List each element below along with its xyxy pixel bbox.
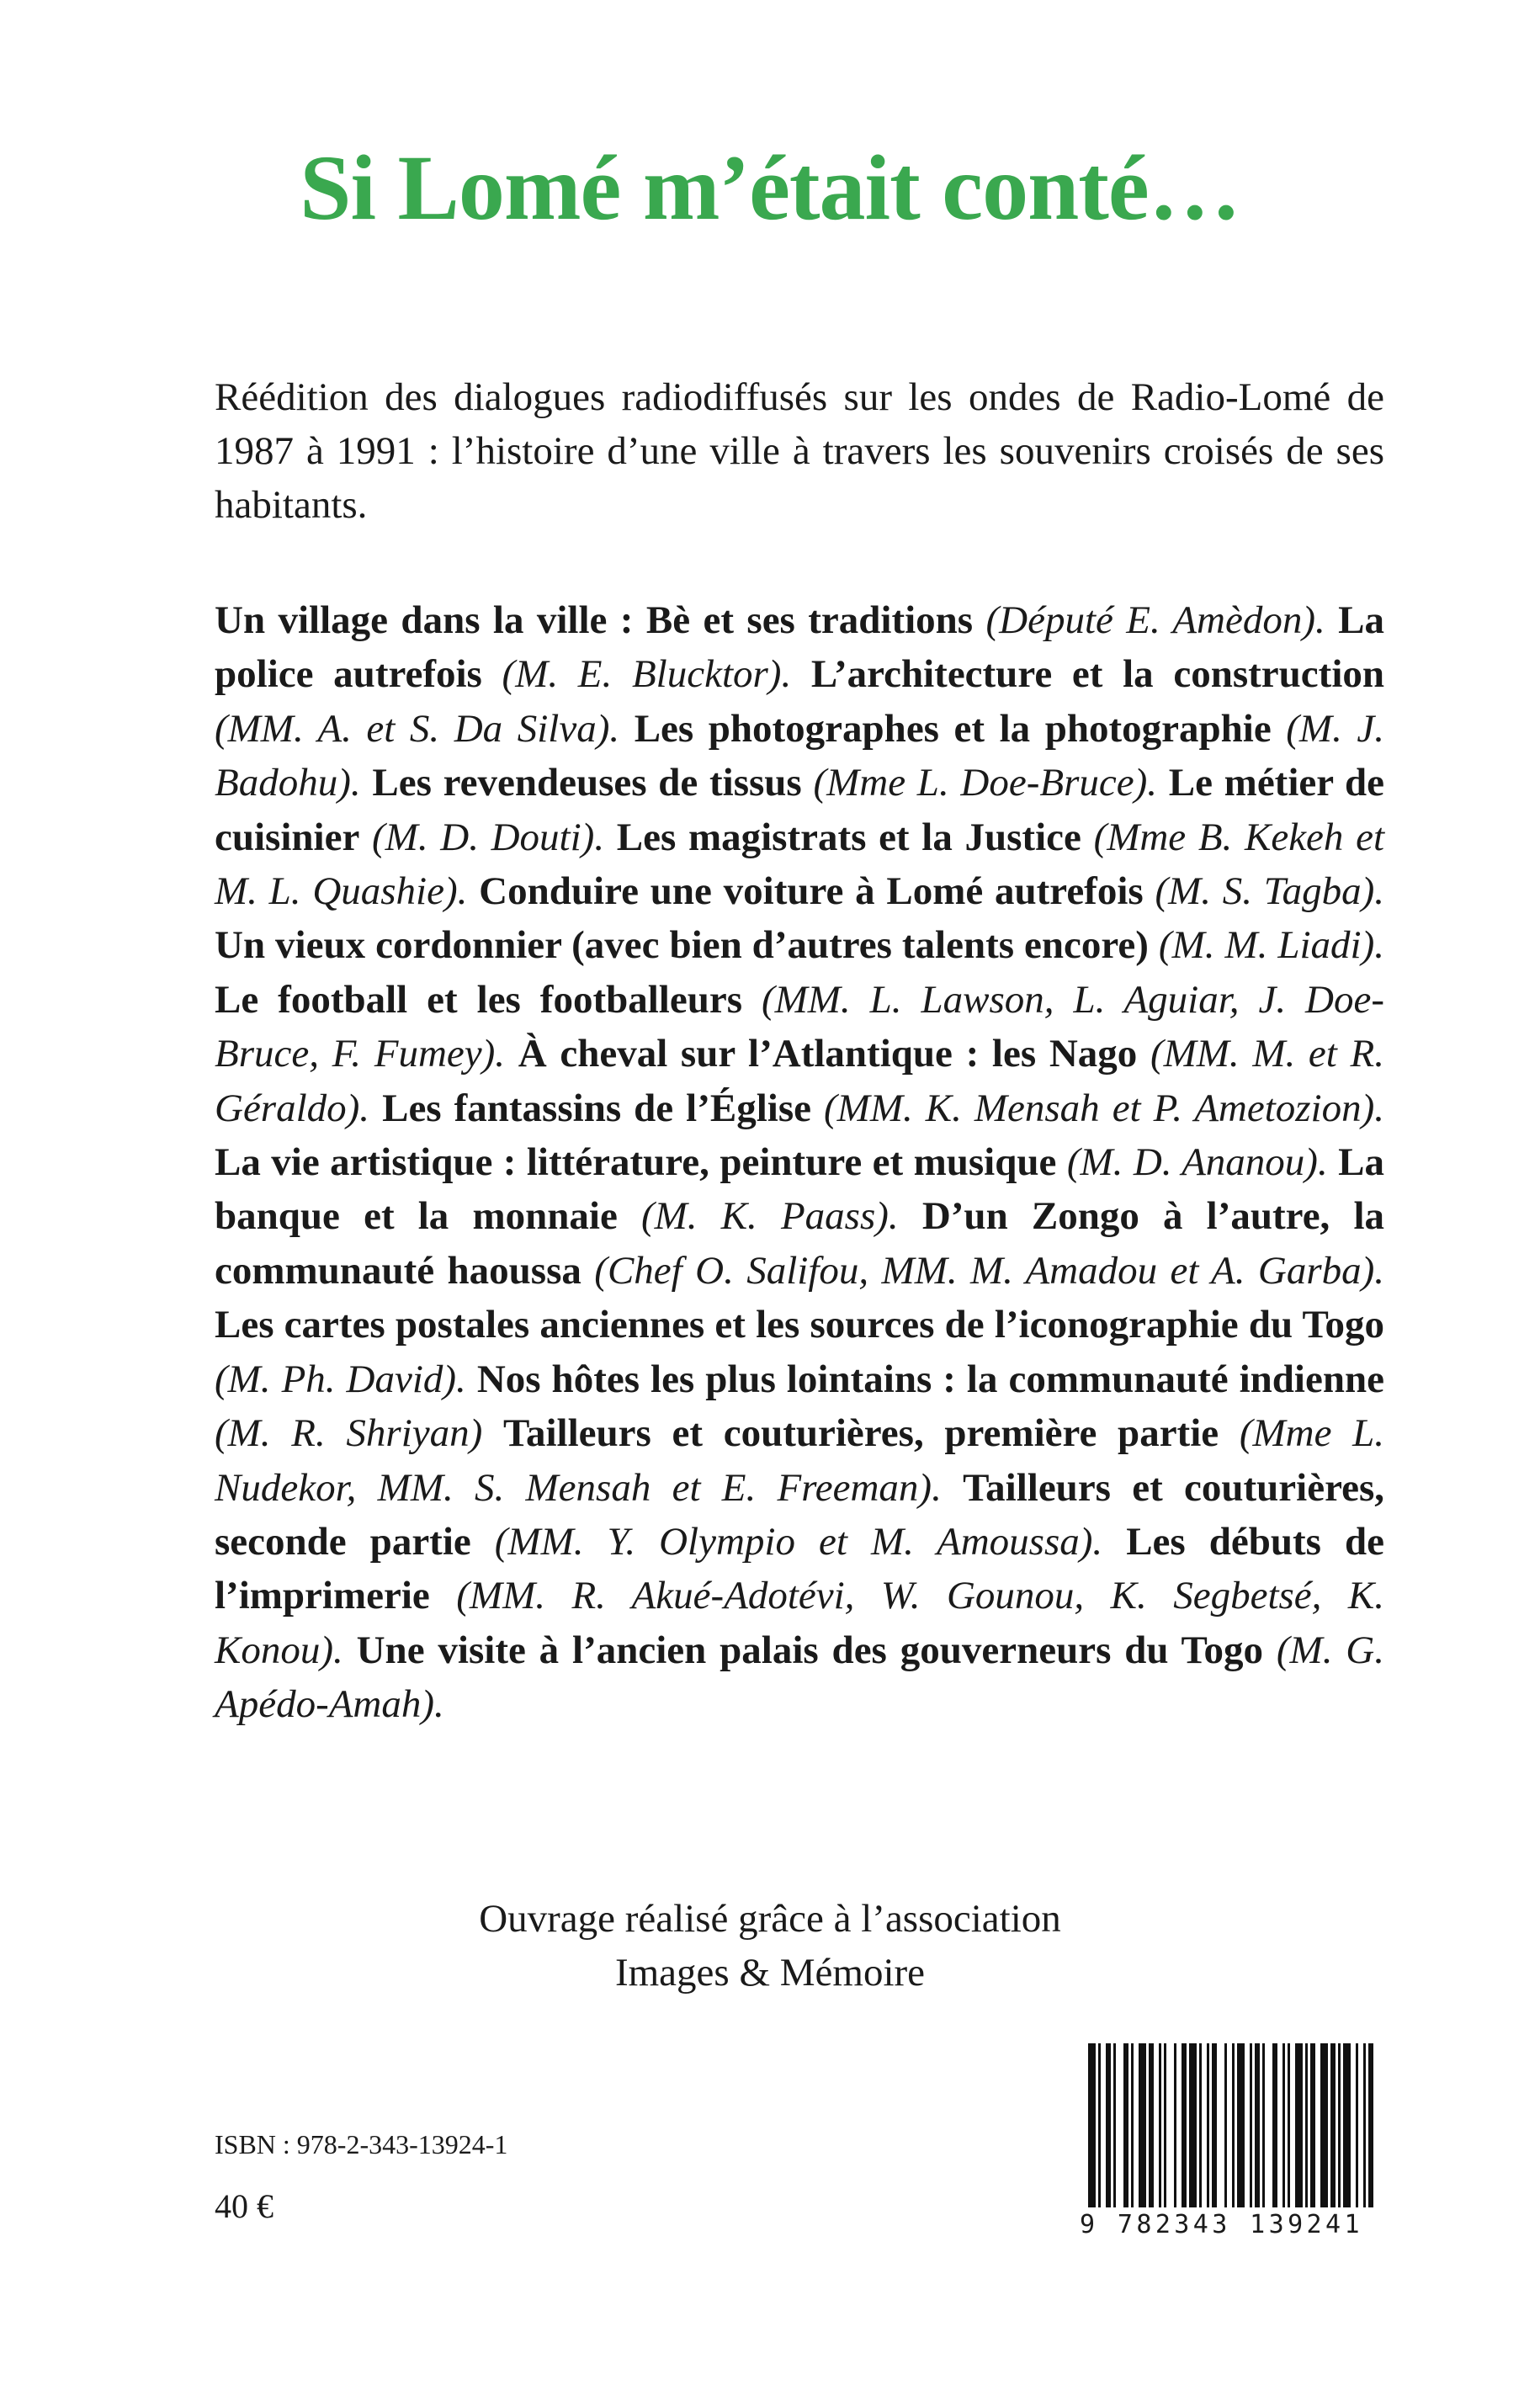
chapter-title: Les photographes et la photographie — [634, 706, 1272, 751]
chapter-title: L’architecture et la construction — [810, 652, 1385, 697]
barcode-bar — [1237, 2043, 1245, 2207]
credits-line-1: Ouvrage réalisé grâce à l’association — [479, 1897, 1061, 1941]
chapter-speakers: (M. Ph. David). — [215, 1357, 466, 1401]
barcode-bar — [1330, 2043, 1336, 2207]
chapter-speakers: (M. K. Paass). — [641, 1194, 899, 1239]
barcode-bar — [1149, 2043, 1154, 2207]
barcode-bar — [1305, 2043, 1308, 2207]
barcode-bar — [1282, 2043, 1285, 2207]
barcode-bar — [1164, 2043, 1166, 2207]
chapter-title: Un vieux cordonnier (avec bien d’autres talents encore) — [215, 923, 1149, 968]
chapter-title: Le football et les footballeurs — [215, 977, 743, 1022]
chapter-speakers: (M. D. Douti). — [372, 815, 605, 859]
barcode-bar — [1262, 2043, 1265, 2207]
chapter-title: Tailleurs et couturières, première partie — [502, 1411, 1219, 1456]
barcode-bar — [1255, 2043, 1260, 2207]
chapter-speakers: (Chef O. Salifou, MM. M. Amadou et A. Garba). — [594, 1248, 1385, 1293]
chapter-speakers: (MM. L. Lawson, L. Aguiar, J. Doe-Bruce, F. Fumey). — [215, 977, 1385, 1076]
barcode-bar — [1174, 2043, 1176, 2207]
chapter-speakers: (M. M. Liadi). — [1158, 923, 1384, 968]
barcode-bar — [1182, 2043, 1187, 2207]
barcode-bar — [1338, 2043, 1341, 2207]
barcode-bar — [1098, 2043, 1101, 2207]
chapter-title: La police autrefois — [215, 598, 1384, 697]
barcode-digits: 9 782343 139241 — [1080, 2210, 1363, 2239]
chapter-speakers: (MM. Y. Olympio et M. Amoussa). — [494, 1519, 1103, 1564]
barcode-bar — [1113, 2043, 1116, 2207]
barcode-bar — [1131, 2043, 1134, 2207]
chapter-speakers: (M. S. Tagba). — [1155, 869, 1385, 914]
barcode-bar — [1123, 2043, 1128, 2207]
chapter-speakers: (Mme L. Doe-Bruce). — [813, 761, 1157, 805]
barcode-bar — [1139, 2043, 1146, 2207]
chapter-title: Les fantassins de l’Église — [382, 1086, 811, 1130]
chapter-title: La banque et la monnaie — [215, 1140, 1385, 1239]
chapter-speakers: (Mme B. Kekeh et M. L. Quashie). — [215, 815, 1385, 914]
chapter-title: Les cartes postales anciennes et les sources de l’iconographie du Togo — [215, 1303, 1384, 1347]
chapter-title: Une visite à l’ancien palais des gouverneurs du Togo — [356, 1628, 1264, 1672]
chapter-title: Les magistrats et la Justice — [616, 815, 1081, 859]
credits — [0, 1892, 1540, 2000]
barcode — [1080, 2043, 1384, 2237]
chapter-speakers: (M. J. Badohu). — [215, 706, 1385, 805]
isbn: ISBN : 978-2-343-13924-1 — [215, 2129, 508, 2159]
barcode-bar — [1343, 2043, 1351, 2207]
chapter-title: Conduire une voiture à Lomé autrefois — [479, 869, 1144, 914]
chapter-speakers: (MM. K. Mensah et P. Ametozion). — [824, 1086, 1385, 1130]
chapter-title: Un village dans la ville : Bè et ses traditions — [215, 598, 974, 642]
chapter-title: La vie artistique : littérature, peinture et musique — [215, 1140, 1057, 1185]
chapter-list — [215, 593, 1384, 1732]
book-title: Si Lomé m’était conté… — [300, 136, 1240, 239]
chapter-title: Les débuts de l’imprimerie — [215, 1519, 1384, 1618]
barcode-bar — [1272, 2043, 1277, 2207]
chapter-title: Nos hôtes les plus lointains : la communauté indienne — [476, 1357, 1384, 1401]
chapter-speakers: (MM. M. et R. Géraldo). — [215, 1032, 1384, 1130]
chapter-speakers: (MM. A. et S. Da Silva). — [215, 706, 620, 751]
chapter-title: Tailleurs et couturières, seconde partie — [215, 1465, 1385, 1564]
barcode-bar — [1295, 2043, 1303, 2207]
barcode-bar — [1320, 2043, 1328, 2207]
chapter-speakers: (Député E. Amèdon). — [985, 598, 1325, 642]
barcode-bar — [1288, 2043, 1290, 2207]
barcode-bar — [1159, 2043, 1161, 2207]
barcode-bar — [1310, 2043, 1315, 2207]
credits-line-2: Images & Mémoire — [614, 1951, 926, 1995]
intro-paragraph: Réédition des dialogues radiodiffusés sur les ondes de Radio-Lomé de 1987 à 1991 : l’histoire d’une ville à travers les souvenirs croisés de ses habitants. — [215, 375, 1384, 527]
barcode-bar — [1368, 2043, 1373, 2207]
barcode-bar — [1189, 2043, 1197, 2207]
chapter-speakers: (M. E. Blucktor). — [502, 652, 792, 697]
barcode-bar — [1199, 2043, 1202, 2207]
barcode-bar — [1363, 2043, 1366, 2207]
chapter-title: D’un Zongo à l’autre, la communauté haoussa — [215, 1194, 1385, 1293]
barcode-bar — [1250, 2043, 1252, 2207]
barcode-bar — [1232, 2043, 1235, 2207]
price: 40 € — [215, 2187, 273, 2225]
chapter-title: À cheval sur l’Atlantique : les Nago — [518, 1032, 1138, 1076]
barcode-bar — [1106, 2043, 1111, 2207]
chapter-speakers: (M. D. Ananou). — [1066, 1140, 1328, 1185]
chapter-title: Les revendeuses de tissus — [372, 761, 802, 805]
barcode-bar — [1356, 2043, 1358, 2207]
chapter-speakers: (M. R. Shriyan) — [215, 1411, 483, 1456]
barcode-bars — [1080, 2043, 1384, 2212]
chapter-speakers: (M. G. Apédo-Amah). — [215, 1628, 1384, 1727]
chapter-speakers: (MM. R. Akué-Adotévi, W. Gounou, K. Segbetsé, K. Konou). — [215, 1574, 1384, 1672]
barcode-bar — [1212, 2043, 1217, 2207]
chapter-title: Le métier de cuisinier — [215, 761, 1384, 859]
barcode-bar — [1207, 2043, 1209, 2207]
chapter-speakers: (Mme L. Nudekor, MM. S. Mensah et E. Freeman). — [215, 1411, 1385, 1510]
barcode-bar — [1088, 2043, 1096, 2207]
barcode-bar — [1224, 2043, 1227, 2207]
